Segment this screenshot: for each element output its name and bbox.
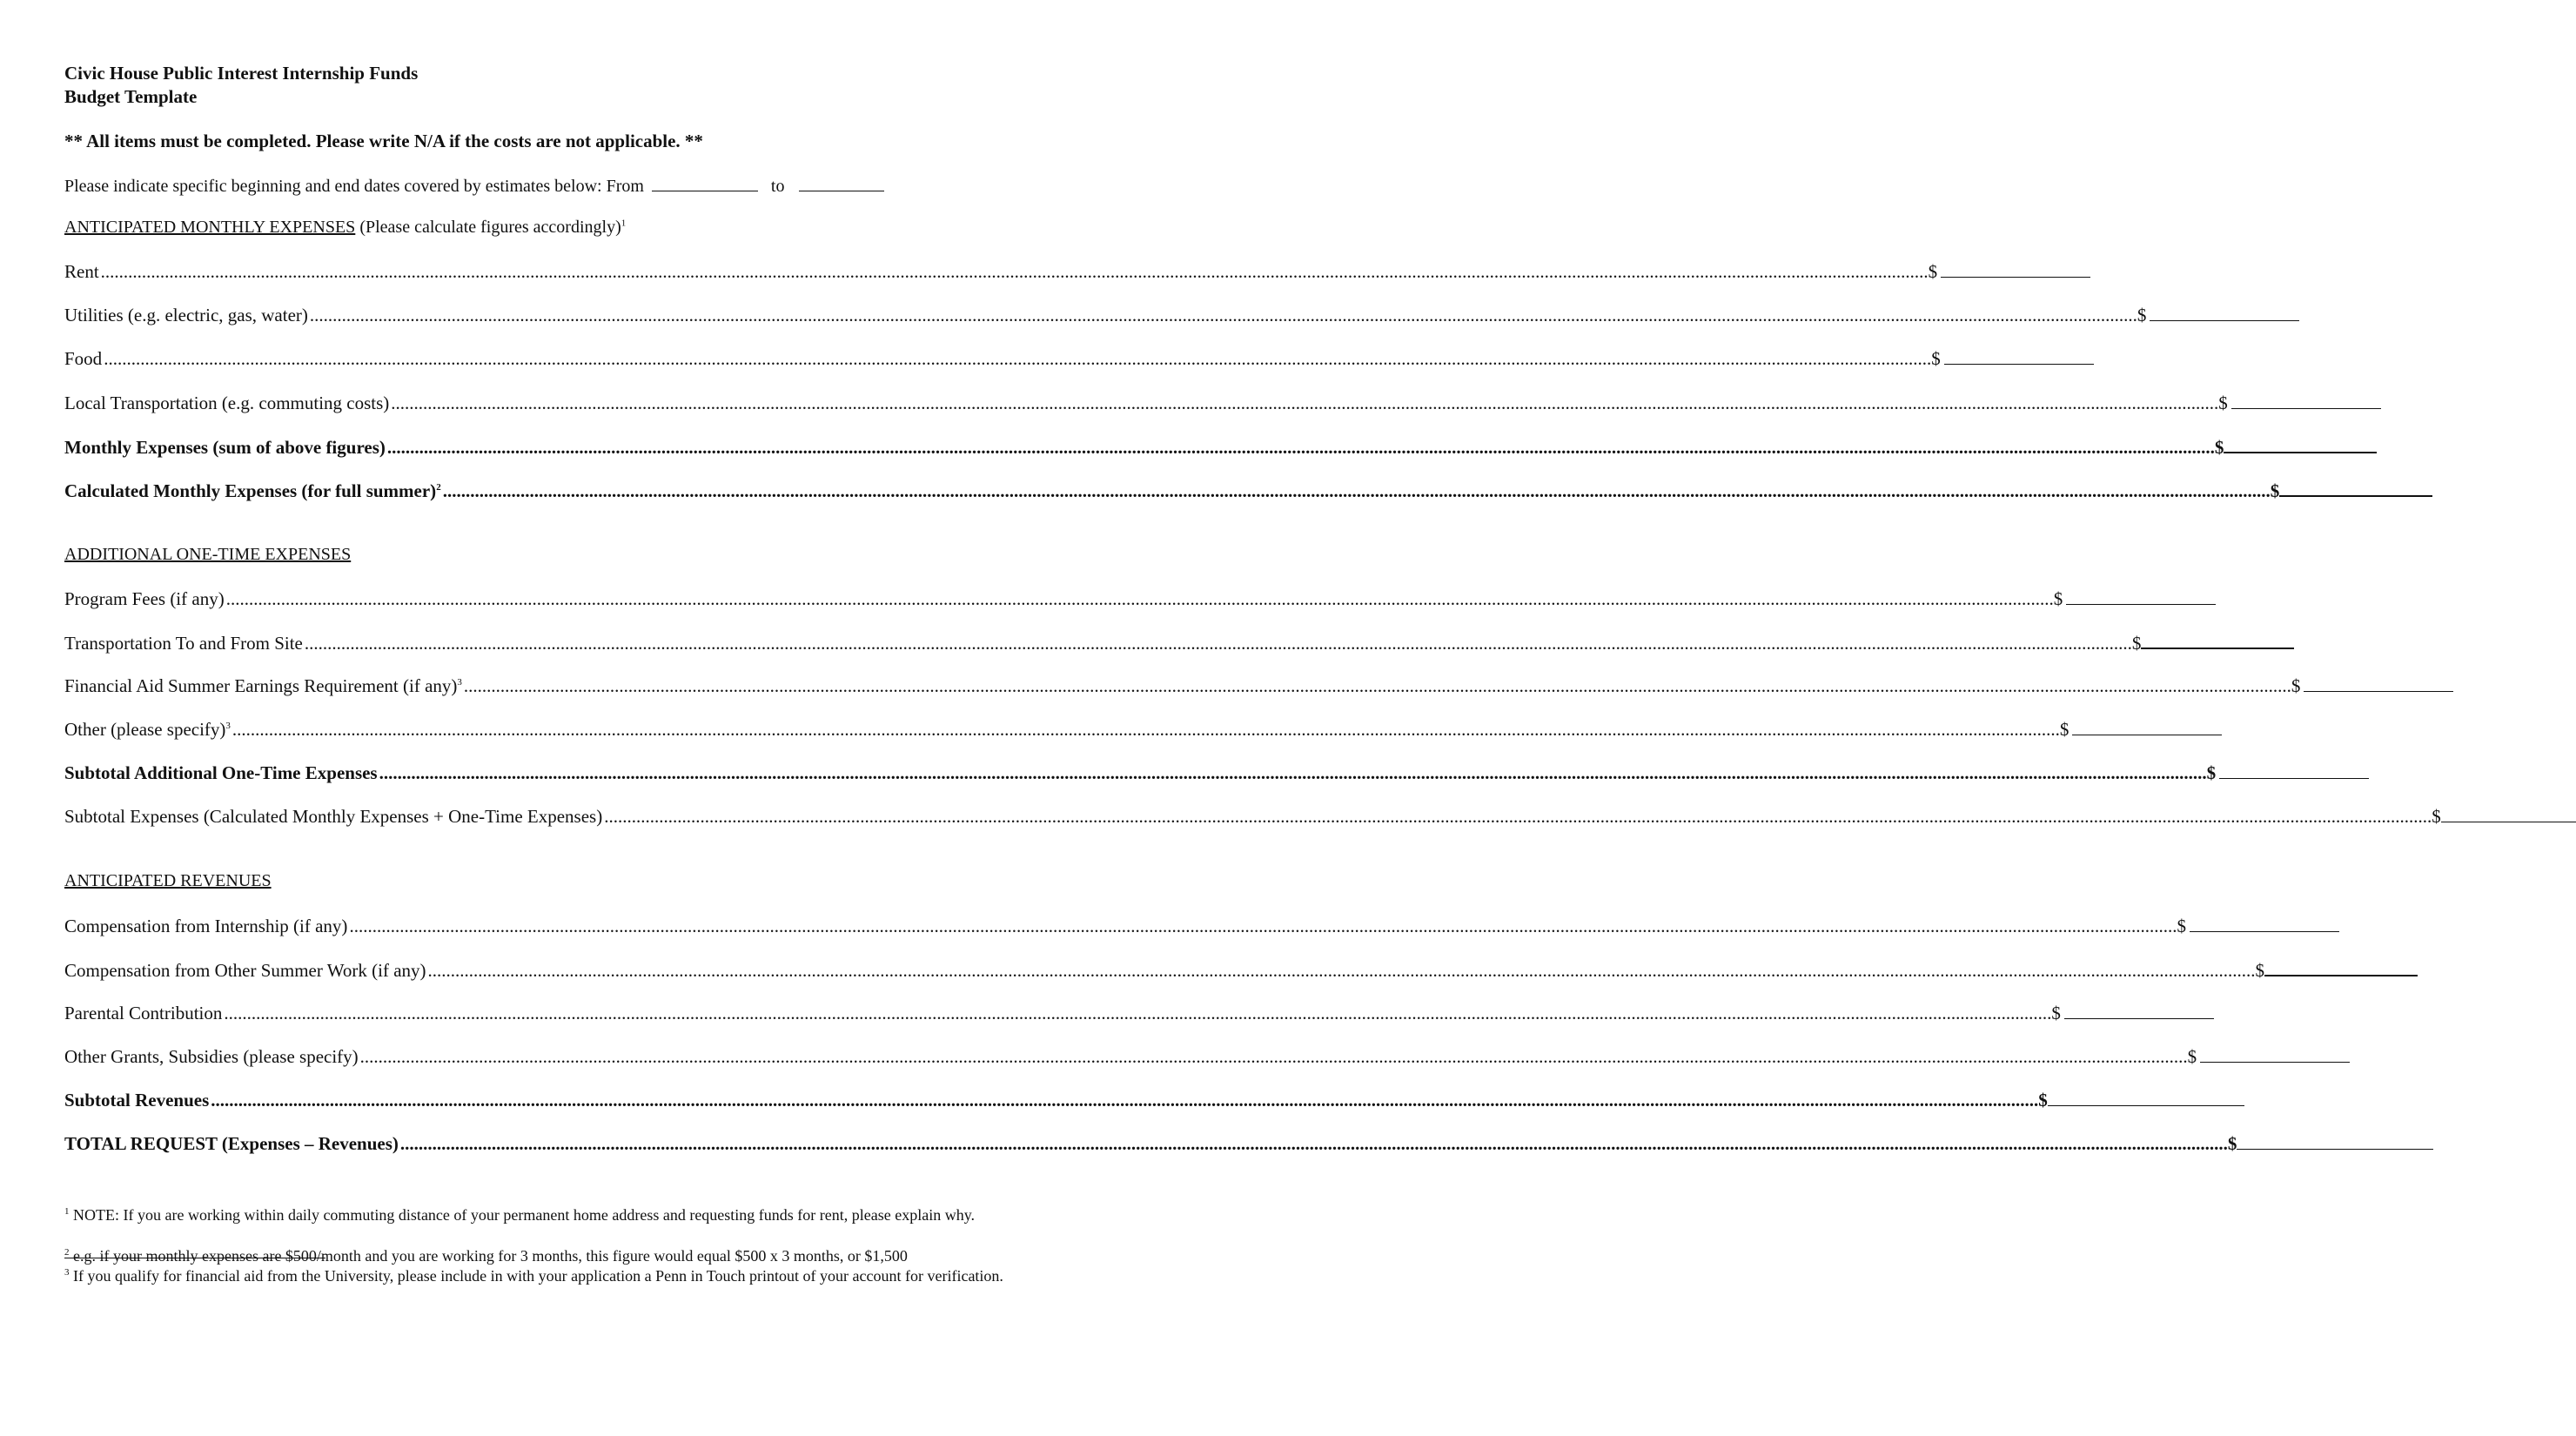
footnote-text: e.g. if your monthly expenses are $500/month and you are working for 3 months, this figure would equal $500 x 3 months, or $1,500 — [69, 1247, 908, 1265]
monthly-heading-suffix: (Please calculate figures accordingly) — [355, 218, 621, 237]
footnote-2 — [64, 1245, 1052, 1266]
footnote-ref-3: 3 — [225, 721, 231, 731]
local-transportation-row — [64, 393, 2228, 417]
internship-compensation-label: Compensation from Internship (if any) — [64, 916, 348, 936]
leader-dots: ................................................................................................................................................................................................................................................................................................................................................................................................................ — [442, 480, 2271, 501]
leader-dots: ................................................................................................................................................................................................................................................................................................................................................................................................................ — [427, 960, 2256, 981]
other-expenses-label — [64, 719, 231, 741]
utilities-amount-field[interactable] — [2150, 305, 2299, 321]
calculated-monthly-label — [64, 480, 441, 502]
dates-instruction: Please indicate specific beginning and end dates covered by estimates below: From — [64, 177, 644, 196]
other-grants-amount-field[interactable] — [2200, 1046, 2350, 1063]
leader-dots: ................................................................................................................................................................................................................................................................................................................................................................................................................ — [225, 588, 2054, 609]
subtotal-revenues-amount-field[interactable] — [2048, 1090, 2244, 1106]
leader-dots: ................................................................................................................................................................................................................................................................................................................................................................................................................ — [359, 1046, 2188, 1067]
to-date-field[interactable] — [799, 175, 884, 191]
monthly-expenses-heading — [64, 218, 626, 238]
dollar-sign: $ — [2255, 960, 2265, 981]
document-title: Civic House Public Interest Internship Funds — [64, 63, 419, 84]
footnote-text: NOTE: If you are working within daily commuting distance of your permanent home address and requesting funds for rent, please explain why. — [69, 1206, 976, 1224]
subtotal-revenues-row — [64, 1090, 2048, 1114]
monthly-sum-row — [64, 436, 2224, 460]
dollar-sign: $ — [2214, 437, 2224, 458]
rent-row — [64, 261, 1938, 285]
subtotal-expenses-row — [64, 806, 2441, 830]
internship-compensation-row — [64, 916, 2186, 940]
leader-dots: ................................................................................................................................................................................................................................................................................................................................................................................................................ — [224, 1003, 2052, 1023]
document-subtitle: Budget Template — [64, 86, 198, 107]
calculated-monthly-amount-field[interactable] — [2279, 480, 2432, 497]
dollar-sign: $ — [2053, 588, 2063, 609]
other-grants-row — [64, 1046, 2197, 1070]
footnote-text: If you qualify for financial aid from the University, please include in with your application a Penn in Touch printout of your account for verification. — [69, 1267, 1003, 1285]
footnote-mark: 3 — [64, 1267, 70, 1278]
subtotal-expenses-label: Subtotal Expenses (Calculated Monthly Expenses + One-Time Expenses) — [64, 806, 603, 827]
calculated-monthly-row — [64, 480, 2280, 504]
utilities-row — [64, 305, 2147, 329]
dollar-sign: $ — [2177, 916, 2186, 936]
transportation-site-row — [64, 632, 2142, 656]
program-fees-amount-field[interactable] — [2066, 588, 2216, 605]
subtotal-revenues-label: Subtotal Revenues — [64, 1090, 210, 1111]
dollar-sign: $ — [2131, 633, 2142, 654]
footnote-1 — [64, 1204, 1052, 1225]
revenues-heading: ANTICIPATED REVENUES — [64, 871, 272, 890]
parental-contribution-label: Parental Contribution — [64, 1003, 223, 1023]
utilities-label: Utilities (e.g. electric, gas, water) — [64, 305, 308, 325]
dollar-sign: $ — [2051, 1003, 2061, 1023]
other-expenses-text: Other (please specify) — [64, 719, 226, 740]
local-transportation-label: Local Transportation (e.g. commuting costs) — [64, 393, 390, 413]
total-request-label: TOTAL REQUEST (Expenses – Revenues) — [64, 1133, 399, 1154]
leader-dots: ................................................................................................................................................................................................................................................................................................................................................................................................................ — [211, 1090, 2039, 1111]
financial-aid-label — [64, 675, 462, 697]
dollar-sign: $ — [2270, 480, 2280, 501]
financial-aid-row — [64, 675, 2301, 700]
monthly-heading-text: ANTICIPATED MONTHLY EXPENSES — [64, 218, 356, 237]
rent-label: Rent — [64, 261, 99, 282]
footnote-3 — [64, 1265, 1052, 1286]
food-amount-field[interactable] — [1944, 348, 2094, 365]
footnote-mark: 1 — [64, 1206, 70, 1217]
leader-dots: ................................................................................................................................................................................................................................................................................................................................................................................................................ — [100, 261, 1929, 282]
total-request-amount-field[interactable] — [2237, 1133, 2433, 1150]
dollar-sign: $ — [1931, 348, 1941, 369]
leader-dots: ................................................................................................................................................................................................................................................................................................................................................................................................................ — [604, 806, 2432, 827]
from-date-field[interactable] — [652, 175, 758, 191]
financial-aid-text: Financial Aid Summer Earnings Requirement (if any) — [64, 675, 458, 696]
leader-dots: ................................................................................................................................................................................................................................................................................................................................................................................................................ — [463, 675, 2291, 696]
dollar-sign: $ — [2218, 393, 2228, 413]
dollar-sign: $ — [2206, 762, 2217, 783]
dollar-sign: $ — [2227, 1133, 2237, 1154]
dollar-sign: $ — [2038, 1090, 2048, 1111]
leader-dots: ................................................................................................................................................................................................................................................................................................................................................................................................................ — [391, 393, 2219, 413]
subtotal-one-time-amount-field[interactable] — [2219, 762, 2369, 779]
other-work-compensation-row — [64, 959, 2265, 983]
leader-dots: ................................................................................................................................................................................................................................................................................................................................................................................................................ — [304, 633, 2132, 654]
monthly-sum-amount-field[interactable] — [2224, 436, 2377, 453]
food-label: Food — [64, 348, 103, 369]
other-expenses-row — [64, 719, 2070, 743]
other-work-compensation-amount-field[interactable] — [2264, 959, 2418, 976]
leader-dots: ................................................................................................................................................................................................................................................................................................................................................................................................................ — [231, 719, 2060, 740]
dollar-sign: $ — [1928, 261, 1938, 282]
subtotal-expenses-amount-field[interactable] — [2441, 806, 2576, 822]
footnote-ref-2: 2 — [436, 482, 441, 493]
dollar-sign: $ — [2187, 1046, 2197, 1067]
local-transportation-amount-field[interactable] — [2231, 393, 2381, 409]
subtotal-one-time-row — [64, 762, 2217, 787]
footnote-ref-1: 1 — [621, 218, 627, 229]
internship-compensation-amount-field[interactable] — [2190, 916, 2339, 932]
other-grants-label: Other Grants, Subsidies (please specify) — [64, 1046, 359, 1067]
leader-dots: ................................................................................................................................................................................................................................................................................................................................................................................................................ — [386, 437, 2215, 458]
dollar-sign: $ — [2291, 675, 2301, 696]
leader-dots: ................................................................................................................................................................................................................................................................................................................................................................................................................ — [309, 305, 2137, 325]
parental-contribution-row — [64, 1003, 2061, 1027]
other-expenses-amount-field[interactable] — [2072, 719, 2222, 735]
footnote-ref-3: 3 — [457, 677, 462, 688]
financial-aid-amount-field[interactable] — [2304, 675, 2453, 692]
program-fees-row — [64, 588, 2063, 613]
leader-dots: ................................................................................................................................................................................................................................................................................................................................................................................................................ — [399, 1133, 2228, 1154]
dates-to-label: to — [770, 177, 785, 196]
dollar-sign: $ — [2432, 806, 2441, 827]
monthly-sum-label: Monthly Expenses (sum of above figures) — [64, 437, 386, 458]
transportation-site-label: Transportation To and From Site — [64, 633, 303, 654]
footnote-mark: 2 — [64, 1247, 70, 1258]
food-row — [64, 348, 1941, 372]
calculated-monthly-text: Calculated Monthly Expenses (for full summer) — [64, 480, 437, 501]
leader-dots: ................................................................................................................................................................................................................................................................................................................................................................................................................ — [379, 762, 2207, 783]
completion-notice: ** All items must be completed. Please write N/A if the costs are not applicable. ** — [64, 131, 703, 151]
other-work-compensation-label: Compensation from Other Summer Work (if any) — [64, 960, 426, 981]
parental-contribution-amount-field[interactable] — [2064, 1003, 2214, 1019]
total-request-row — [64, 1133, 2237, 1158]
rent-amount-field[interactable] — [1941, 261, 2090, 278]
one-time-expenses-heading: ADDITIONAL ONE-TIME EXPENSES — [64, 545, 352, 564]
subtotal-one-time-label: Subtotal Additional One-Time Expenses — [64, 762, 378, 783]
leader-dots: ................................................................................................................................................................................................................................................................................................................................................................................................................ — [349, 916, 2177, 936]
transportation-site-amount-field[interactable] — [2141, 632, 2294, 649]
dates-line — [64, 175, 884, 197]
dollar-sign: $ — [2059, 719, 2070, 740]
leader-dots: ................................................................................................................................................................................................................................................................................................................................................................................................................ — [104, 348, 1932, 369]
dollar-sign: $ — [2137, 305, 2147, 325]
program-fees-label: Program Fees (if any) — [64, 588, 225, 609]
